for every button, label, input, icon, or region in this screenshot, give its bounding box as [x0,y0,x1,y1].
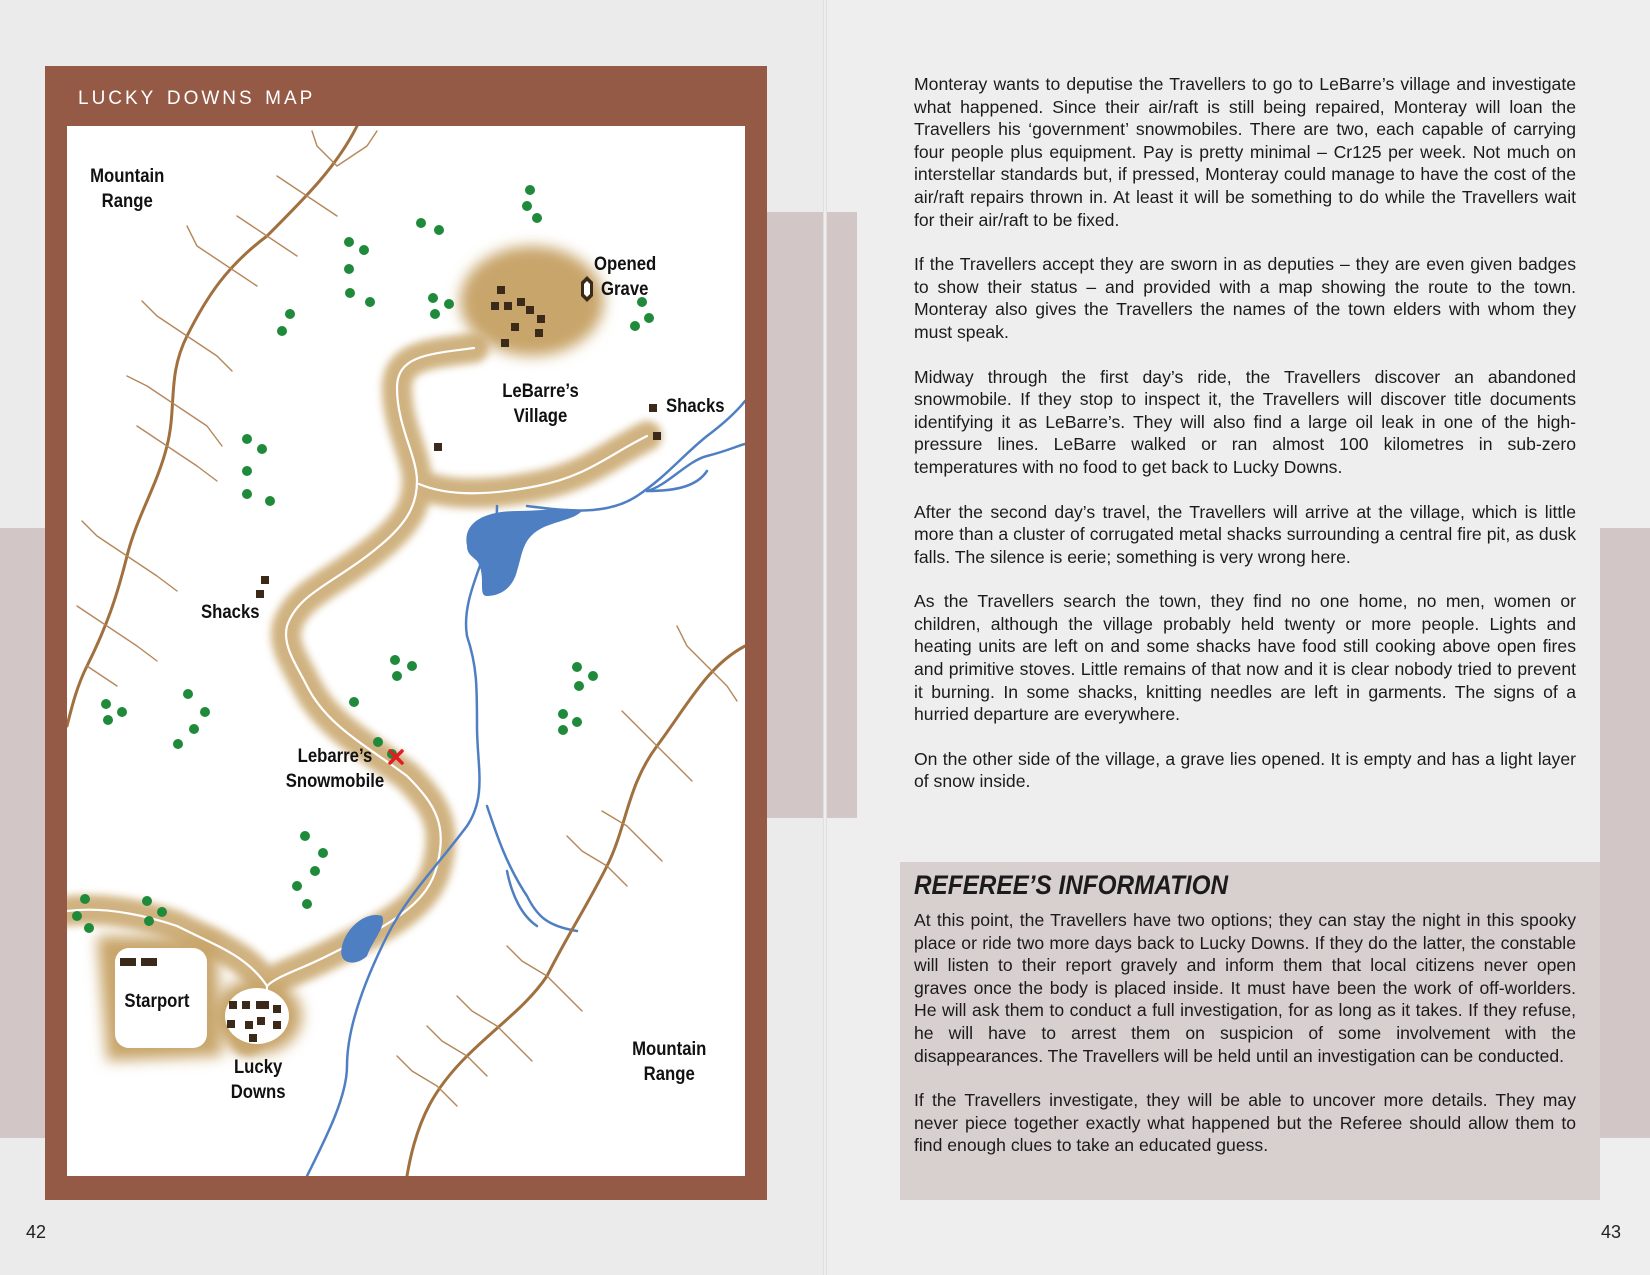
mountain-range-nw-graphic [67,126,357,726]
page-number-left: 42 [26,1222,47,1242]
label-lebarres-village: LeBarre’s Village [502,381,579,427]
paragraph: After the second day’s travel, the Travellers will arrive at the village, which is little more than a cluster of corrugated metal shacks surrounding a central fire pit, as dusk falls. The silence is eerie; something is very wrong here. [914,501,1576,567]
decor-band-left [0,528,46,1138]
decor-band-right [1600,528,1650,1138]
map-area [67,126,745,1176]
referee-heading: REFEREE’S INFORMATION [914,870,1229,900]
label-opened-grave: Opened Grave [594,254,657,300]
page-number-right: 43 [1601,1222,1622,1242]
label-mountain-range-se: Mountain Range [632,1039,707,1085]
map-title: lucky downs map [78,80,316,110]
label-lucky-downs: Lucky Downs [230,1057,286,1103]
label-shacks-west: Shacks [200,602,260,623]
paragraph: Monteray wants to deputise the Travellers to go to LeBarre’s village and investigate what happened. Since their air/raft is still being repaired, Monteray will loan the Travellers his ‘government’ snowmobiles. There are two, each capable of carrying four people plus equipment. Pay is pretty minimal – Cr125 per week. Not much on interstellar standards but, if pressed, Monteray could manage to have the cost of the air/raft repairs thrown in. At least it will be something to do while the Travellers wait for their air/raft to be fixed. [914,74,1576,230]
paragraph: At this point, the Travellers have two options; they can stay the night in this spooky place or ride two more days back to Lucky Downs. If they do the latter, the constable will listen to their report gravely and inform them that local citizens never open graves once the body is placed inside. It must have been the work of off-worlders. He will ask them to conduct a full investigation, for as long as it takes. If they refuse, he will have to arrest them on suspicion of some involvement with the disappearances. The Travellers will be held until an investigation can be conducted. [914,910,1576,1066]
paragraph: Midway through the first day’s ride, the Travellers discover an abandoned snowmobile. If they stop to inspect it, the Travellers will discover title documents identifying it as LeBarre’s. They will also find a large oil leak in one of the high-pressure lines. LeBarre walked or ran almost 100 kilometres in sub-zero temperatures with no food to get back to Lucky Downs. [914,366,1576,477]
paragraph: As the Travellers search the town, they find no one home, no men, women or children, although the village probably held twenty or more people. Lights and heating units are left on and some shacks have food still cooking above open fires and primitive stoves. Little remains of that now and it is clear nobody tried to prevent it burning. In some shacks, knitting needles are left in garments. The signs of a hurried departure are everywhere. [914,591,1576,725]
body-text [914,73,1576,815]
village-area [460,246,604,356]
paragraph: If the Travellers investigate, they will be able to uncover more details. They may never piece together exactly what happened but the Referee should allow them to find enough clues to take an educated guess. [914,1090,1576,1156]
paragraph: On the other side of the village, a grave lies opened. It is empty and has a light layer of snow inside. [914,748,1576,792]
label-mountain-range-nw: Mountain Range [90,166,165,212]
paragraph: If the Travellers accept they are sworn in as deputies – they are even given badges to show their status – and provided with a map showing the route to the town. Monteray also gives the Travellers the names of the town elders with whom they must speak. [914,254,1576,342]
lake-north [466,509,582,596]
label-starport: Starport [124,991,190,1012]
decor-band-middle [767,212,857,818]
book-gutter [823,0,827,1275]
label-shacks-east: Shacks [665,396,725,417]
label-snowmobile: Lebarre’s Snowmobile [285,746,385,792]
referee-text [914,909,1576,1179]
